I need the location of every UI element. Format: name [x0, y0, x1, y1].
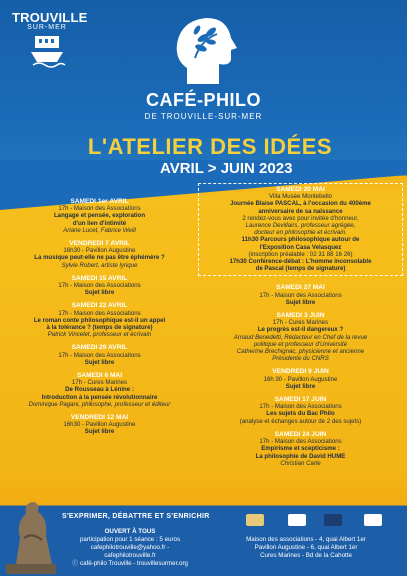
- logo-line2: SUR-MER: [27, 24, 67, 31]
- event-date: VENDREDI 7 AVRIL: [69, 240, 130, 248]
- event-line: De Rousseau à Lénine :: [65, 386, 134, 394]
- event-block: [198, 431, 403, 467]
- event-line: Dominique Pagani, philosophe, professeur et éditeur: [28, 400, 171, 408]
- event-line: Présidente du CNRS: [272, 355, 329, 363]
- event-block: [198, 396, 403, 425]
- event-line: Catherine Brechignac, physicienne et ancienne: [236, 348, 365, 356]
- pascal-event-box: [198, 183, 403, 276]
- event-line: La musique peut-elle ne pas être éphémère ?: [34, 254, 165, 262]
- footer-tagline: S'EXPRIMER, DÉBATTRE ET S'ENRICHIR: [62, 513, 210, 520]
- price: participation pour 1 séance : 5 euros: [79, 536, 181, 543]
- event-date: VENDREDI 12 MAI: [70, 414, 129, 422]
- logo-line1: TROUVILLE: [12, 10, 88, 25]
- address-line: Cures Marines - Bd de la Cahotte: [260, 551, 352, 559]
- event-line: Patrick Vincelet, professeur et écrivain: [47, 331, 152, 339]
- partner-logo-villa: [246, 514, 264, 526]
- event-block: [12, 344, 187, 366]
- event-block: [198, 312, 403, 362]
- event-date: SAMEDI 3 JUIN: [276, 312, 325, 320]
- event-line: Sujet libre: [285, 298, 316, 306]
- event-line: anniversaire de sa naissance: [258, 207, 343, 215]
- event-line: Laurence Devillairs, professeur agrégée,: [245, 222, 356, 230]
- event-line: 17h - Cures Marines: [272, 319, 329, 327]
- title-main: CAFÉ-PHILO: [146, 90, 261, 110]
- event-line: Langage et pensée, exploration: [53, 212, 146, 220]
- partner-logo-pavillon: [324, 514, 342, 526]
- event-date: SAMEDI 17 JUIN: [274, 396, 327, 404]
- event-date: SAMEDI 22 AVRIL: [71, 302, 128, 310]
- event-line: 17h - Maison des Associations: [259, 438, 342, 446]
- open-to-all: OUVERT À TOUS: [104, 528, 156, 535]
- head-profile-icon: [167, 10, 241, 88]
- event-line: 17h - Maison des Associations: [259, 291, 342, 299]
- event-block: [12, 414, 187, 436]
- event-line: La philosophie de David HUME: [255, 452, 346, 460]
- event-line: 17h - Maison des Associations: [58, 351, 141, 359]
- address-line: Pavillon Augustine - 6, quai Albert 1er: [254, 543, 358, 551]
- event-block: [12, 198, 187, 234]
- event-line: Le roman conte philosophique est-il un appel: [33, 316, 166, 324]
- event-line: 17h - Maison des Associations: [259, 403, 342, 411]
- event-block: [12, 372, 187, 408]
- event-line: (analyse et échanges autour de 2 des sujets): [239, 417, 362, 425]
- title-sub: DE TROUVILLE-SUR-MER: [144, 112, 263, 121]
- event-date: VENDREDI 9 JUIN: [272, 368, 329, 376]
- event-block: [198, 284, 403, 306]
- event-line: 17h - Maison des Associations: [58, 309, 141, 317]
- event-line: Journée Blaise PASCAL, à l'occasion du 400ème: [230, 200, 371, 208]
- ship-icon: [27, 34, 67, 68]
- event-block: [12, 240, 187, 269]
- partner-logo-mercure: [364, 514, 382, 526]
- event-line: politique et professeur d'Université: [253, 340, 348, 348]
- event-block: [198, 368, 403, 390]
- contact-email[interactable]: cafephilotrouville@yahoo.fr - cafephilotrouville.fr: [90, 544, 170, 559]
- event-line: Sujet libre: [84, 358, 115, 366]
- sculpture-image: [6, 478, 56, 574]
- event-date: SAMEDI 29 AVRIL: [71, 344, 128, 352]
- facebook-icon: ⓕ: [72, 560, 79, 567]
- event-line: à la tolérance ? (temps de signature): [46, 324, 153, 332]
- event-line: Sujet libre: [84, 428, 115, 436]
- left-schedule-column: [12, 198, 187, 442]
- event-line: Arnaud Benedetti, Rédacteur en Chef de la revue: [233, 333, 368, 341]
- event-line: 17h - Maison des Associations: [58, 205, 141, 213]
- social-link[interactable]: [70, 560, 190, 568]
- event-line: 17h30 Conférence-débat : L'homme inconsolable: [229, 258, 372, 266]
- right-event-list: [198, 284, 403, 466]
- event-line: Villa Musée Montebello: [269, 193, 332, 201]
- event-line: l'Exposition Casa Velasquez: [259, 243, 342, 251]
- event-line: Le progrès est-il dangereux ?: [257, 326, 344, 334]
- event-date: SAMEDI 24 JUIN: [274, 430, 327, 438]
- event-date: SAMEDI 6 MAI: [76, 372, 123, 380]
- event-line: 17h - Cures Marines: [71, 379, 128, 387]
- event-line: Ariane Lucet, Fabrice Weill: [63, 226, 136, 234]
- date-range: AVRIL > JUIN 2023: [160, 160, 293, 177]
- event-date: SAMEDI 1er AVRIL: [70, 198, 129, 205]
- event-line: 17h - Maison des Associations: [58, 282, 141, 290]
- social-text: café-philo Trouville - trouvillesurmer.org: [79, 560, 188, 567]
- footer-info: [70, 528, 190, 568]
- event-block: [12, 275, 187, 297]
- event-block: [12, 302, 187, 338]
- event-line: Les sujets du Bac Philo: [266, 410, 335, 418]
- event-date: SAMEDI 15 AVRIL: [71, 274, 128, 282]
- event-line: 16h 30 - Pavillon Augustine: [263, 375, 338, 383]
- event-line: 16h30 - Pavillon Augustine: [63, 247, 136, 255]
- event-line: docteur en philosophie et écrivain.: [254, 229, 347, 237]
- atelier-heading: L'ATELIER DES IDÉES: [87, 134, 333, 159]
- event-line: Christian Carle: [280, 459, 321, 467]
- event-line: Sujet libre: [84, 289, 115, 297]
- event-line: 11h30 Parcours philosophique autour de: [241, 236, 360, 244]
- event-line: Sujet libre: [285, 382, 316, 390]
- event-line: Introduction à la pensée révolutionnaire: [41, 393, 158, 401]
- event-line: Sylvie Robert, artiste lyrique: [61, 261, 138, 269]
- event-line: (inscription préalable : 02 31 88 16 26): [248, 250, 353, 258]
- event-line: Empirisme et scepticisme :: [261, 445, 340, 453]
- event-line: de Pascal (temps de signature): [255, 265, 346, 273]
- event-date: SAMEDI 27 MAI: [276, 284, 325, 292]
- right-schedule-column: [198, 183, 403, 473]
- event-line: 16h30 - Pavillon Augustine: [63, 421, 136, 429]
- event-date: SAMEDI 20 MAI: [276, 186, 325, 193]
- addresses: [236, 536, 376, 559]
- event-line: 2 rendez-vous avec pour invitée d'honneur,: [242, 214, 359, 222]
- address-line: Maison des associations - 4, quai Albert 1er: [246, 536, 366, 543]
- event-line: d'un lien d'intimité: [72, 219, 127, 227]
- trouville-logo: [12, 10, 88, 68]
- partner-logo-cures: [288, 514, 306, 526]
